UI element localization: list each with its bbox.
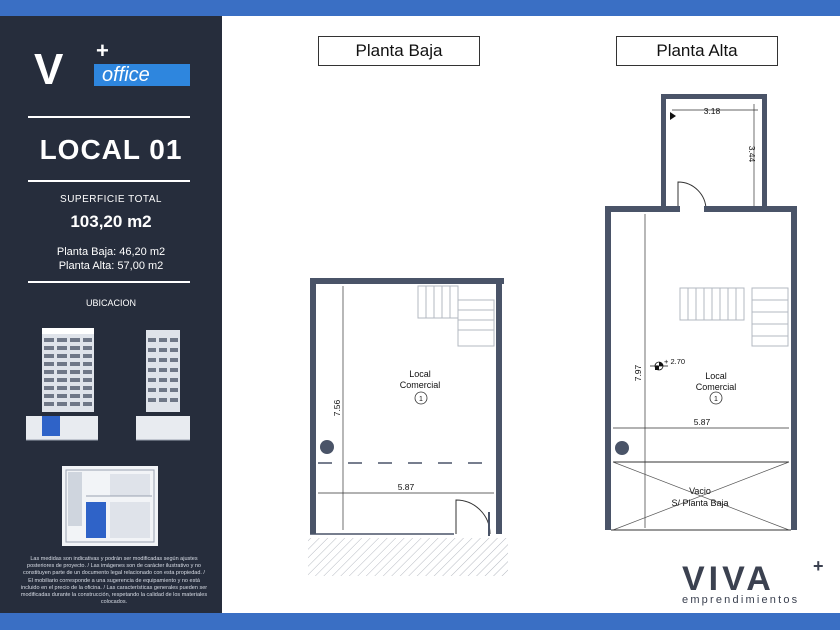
ground-floor-area: Planta Baja: 46,20 m2 [56,246,166,258]
location-label: UBICACION [85,298,136,308]
ground-wall-top [310,278,504,284]
ground-dim-width: 5.87 [397,482,415,492]
surface-label: SUPERFICIE TOTAL [60,194,162,205]
upper-floor-title: Planta Alta [616,36,778,66]
upper-dim-width: 5.87 [693,417,711,427]
ground-door-swing [456,500,490,534]
upper-dim-height: 7.97 [633,364,643,382]
logo-mark: V [34,45,64,94]
upper-room-number: 1 [714,396,718,403]
ground-column [320,440,334,454]
ground-room-name-line1: Local [409,369,431,379]
ground-wall-left [310,278,316,534]
ground-stair [418,286,494,346]
upper-floor-area: Planta Alta: 57,00 m2 [58,260,164,272]
upper-void-line2: S/ Planta Baja [671,498,729,508]
ground-room-number: 1 [419,396,423,403]
ground-room-name-line2: Comercial [399,380,441,390]
unit-title: LOCAL 01 [39,134,183,165]
upper-room-name-line1: Local [705,371,727,381]
ground-floor-title: Planta Baja [318,36,480,66]
disclaimer-text: Las medidas son indicativas y podrán ser modificadas según ajustes posteriores de proyecto. / Las imágenes son de carácter ilustrativo y no constituyen parte de un documento legal relacionado con esta propiedad. / El mobiliario corresponde a una sugerencia de equipamiento y no está incluido en el precio de la oficina. / Las características generales pueden ser modificadas durante la construcción, respetando la calidad de los materiales colocados. [20,556,208,606]
upper-wall-right [791,206,797,530]
upper-stair [680,288,788,346]
logo-office-word: office [94,64,190,86]
ground-floor-plan [308,278,508,576]
ground-dim-height: 7.56 [332,399,342,417]
upper-wall-left [605,206,611,530]
upper-annex-width: 3.18 [703,106,721,116]
upper-column [615,441,629,455]
upper-annex-door-swing [678,182,706,210]
surface-value: 103,20 m2 [70,212,152,231]
viva-logo: VIVA [682,560,775,598]
upper-floor-plan [605,94,797,530]
viva-logo-plus: + [813,556,824,576]
upper-room-name-line2: Comercial [695,382,737,392]
viva-tagline: emprendimientos [682,594,800,606]
upper-void-line1: Vacio [689,486,711,496]
ground-sidewalk-hatch [308,538,508,576]
ground-wall-right [496,278,502,534]
upper-level-text: + 2.70 [664,357,686,366]
upper-annex-height: 3.44 [747,145,757,163]
logo-plus: + [96,38,109,63]
